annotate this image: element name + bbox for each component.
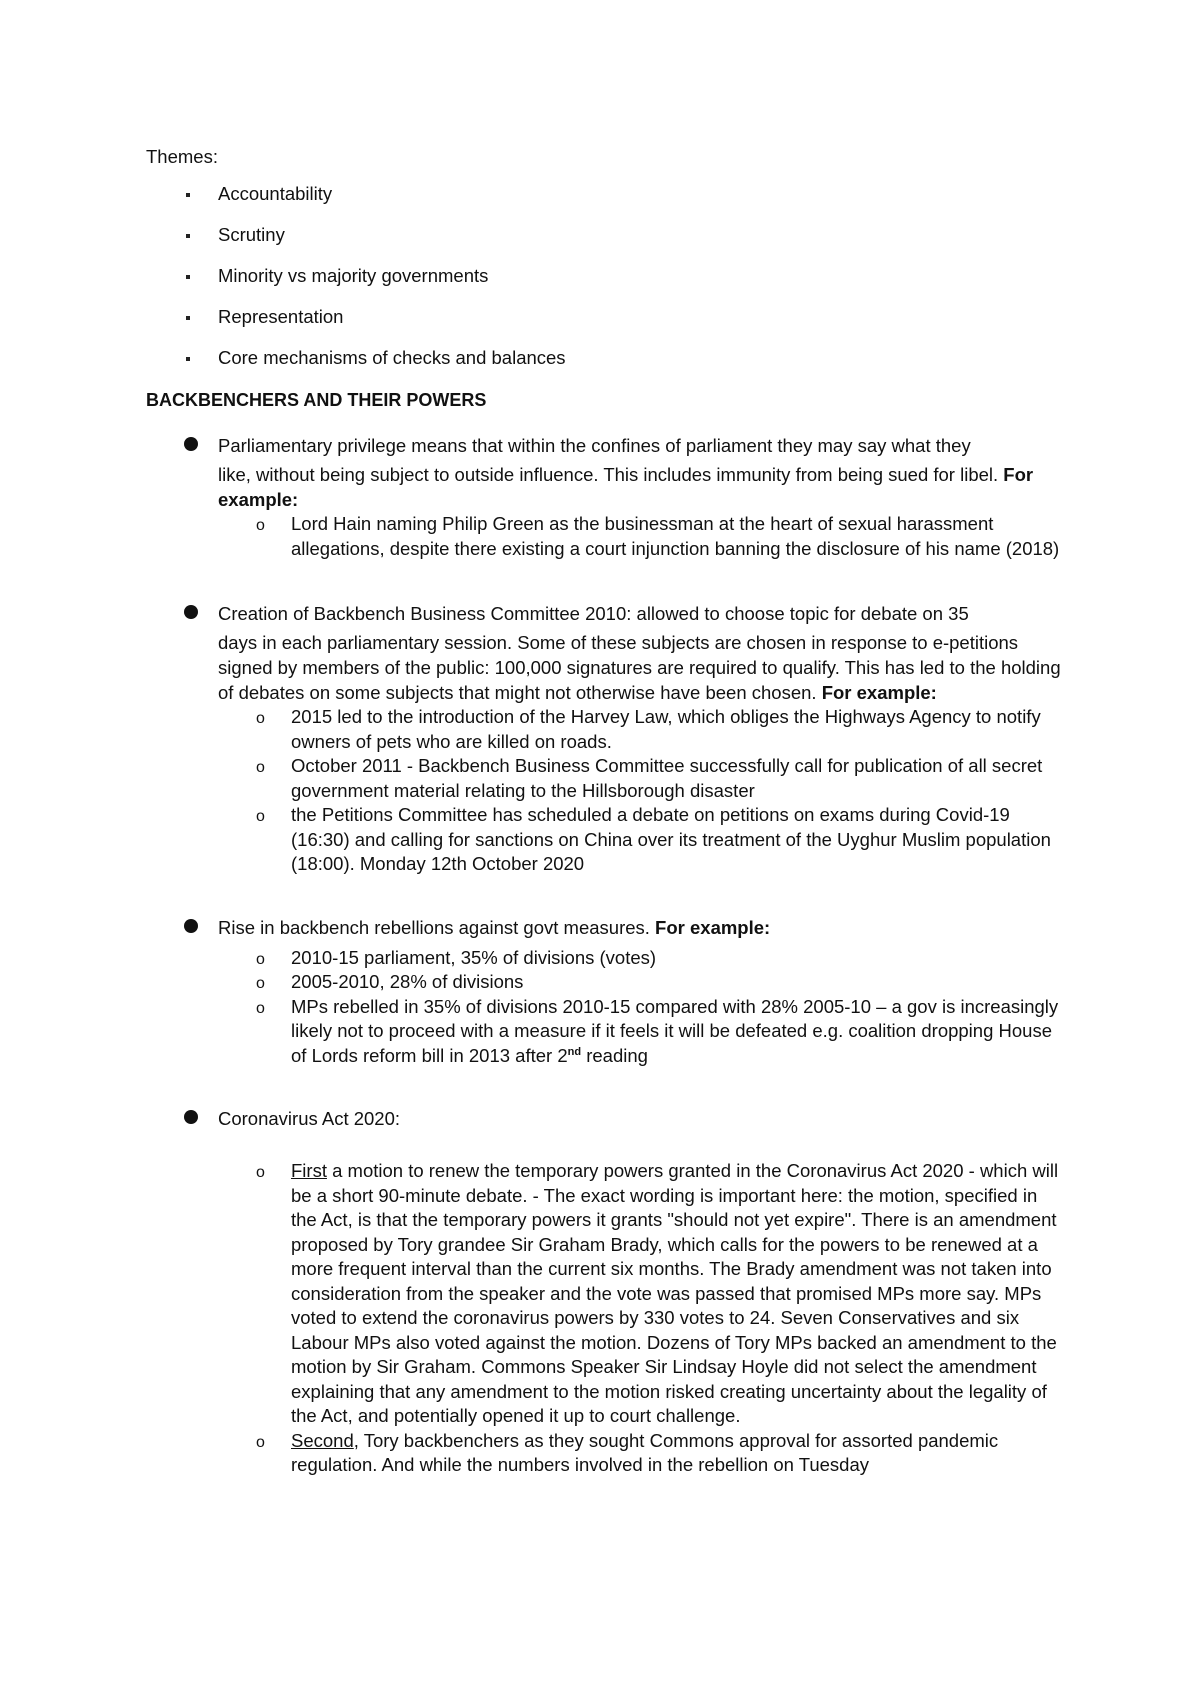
example-item: o 2010-15 parliament, 35% of divisions (votes)	[218, 946, 1066, 971]
section-heading: BACKBENCHERS AND THEIR POWERS	[146, 390, 487, 410]
example-item: o the Petitions Committee has scheduled a debate on petitions on exams during Covid-19 (16:30) and calling for sanctions on China over its treatment of the Uyghur Muslim population (18:00). Monday 12th October 2020	[256, 804, 1051, 874]
themes-label: Themes:	[146, 146, 218, 167]
point-coronavirus	[146, 1102, 1066, 1478]
example-item: o Lord Hain naming Philip Green as the businessman at the heart of sexual harassment allegations, despite there existing a court injunction banning the disclosure of his name (2018)	[256, 513, 1060, 559]
circle-bullet-icon: o	[256, 759, 265, 776]
square-bullet-icon	[186, 234, 190, 238]
theme-item: Core mechanisms of checks and balances	[146, 345, 1066, 370]
square-bullet-icon	[186, 316, 190, 320]
filled-circle-bullet-icon	[184, 605, 198, 619]
example-list	[218, 946, 1066, 1069]
filled-circle-bullet-icon	[184, 919, 198, 933]
square-bullet-icon	[186, 275, 190, 279]
example-list	[218, 512, 1066, 561]
example-item: o October 2011 - Backbench Business Committee successfully call for publication of all secret government material relating to the Hillsborough disaster	[256, 755, 1043, 801]
example-list	[218, 1159, 1066, 1478]
example-item: o MPs rebelled in 35% of divisions 2010-15 compared with 28% 2005-10 – a gov is increasingly likely not to proceed with a measure if it feels it will be defeated e.g. coalition dropping House of Lords reform bill in 2013 after 2nd reading	[256, 995, 1059, 1066]
square-bullet-icon	[186, 357, 190, 361]
square-bullet-icon	[186, 193, 190, 197]
theme-item: Minority vs majority governments	[146, 263, 1066, 288]
theme-item: Representation	[146, 304, 1066, 329]
theme-item: Scrutiny	[146, 222, 1066, 247]
example-list	[218, 705, 1066, 877]
point-privilege	[146, 429, 1066, 561]
point-text: Creation of Backbench Business Committee 2010: allowed to choose topic for debate on 35 days in each parliamentary session. Some of these subjects are chosen in response to e-petitions signed by members of the public: 100,000 signatures are required to qualify. This has led to the holding of debates on some subjects that might not otherwise have been chosen. For example:	[218, 603, 1061, 703]
circle-bullet-icon: o	[256, 808, 265, 825]
theme-item: Accountability	[146, 181, 1066, 206]
circle-bullet-icon: o	[256, 950, 265, 968]
circle-bullet-icon: o	[256, 999, 265, 1017]
example-item: o Second, Tory backbenchers as they sought Commons approval for assorted pandemic regulation. And while the numbers involved in the rebellion on Tuesday	[256, 1429, 999, 1475]
circle-bullet-icon: o	[256, 710, 265, 727]
filled-circle-bullet-icon	[184, 1110, 198, 1124]
circle-bullet-icon: o	[256, 1433, 265, 1451]
circle-bullet-icon: o	[256, 517, 265, 534]
example-item: o 2005-2010, 28% of divisions	[218, 970, 1066, 995]
point-text: Coronavirus Act 2020:	[218, 1108, 401, 1129]
circle-bullet-icon: o	[256, 975, 265, 992]
circle-bullet-icon: o	[256, 1164, 265, 1181]
themes-list	[146, 181, 1066, 370]
point-text: Parliamentary privilege means that within the confines of parliament they may say what they like, without being subject to outside influence. This includes immunity from being sued for libel. For example:	[218, 435, 1034, 510]
document-body	[146, 144, 1066, 1478]
example-item: o 2015 led to the introduction of the Harvey Law, which obliges the Highways Agency to notify owners of pets who are killed on roads.	[256, 706, 1041, 752]
filled-circle-bullet-icon	[184, 437, 198, 451]
powers-list	[146, 429, 1066, 1478]
point-text: Rise in backbench rebellions against govt measures. For example:	[218, 916, 771, 938]
point-rebellions	[146, 911, 1066, 1069]
point-committee	[146, 597, 1066, 877]
example-item: o First a motion to renew the temporary powers granted in the Coronavirus Act 2020 - which will be a short 90-minute debate. - The exact wording is important here: the motion, specified in the Act, is that the temporary powers it grants "should not yet expire". There is an amendment proposed by Tory grandee Sir Graham Brady, which calls for the powers to be renewed at a more frequent interval than the current six months. The Brady amendment was not taken into consideration from the speaker and the vote was passed that promised MPs more say. MPs voted to extend the coronavirus powers by 330 votes to 24. Seven Conservatives and six Labour MPs also voted against the motion. Dozens of Tory MPs backed an amendment to the motion by Sir Graham. Commons Speaker Sir Lindsay Hoyle did not select the amendment explaining that any amendment to the motion risked creating uncertainty about the legality of the Act, and potentially opened it up to court challenge.	[256, 1160, 1059, 1426]
